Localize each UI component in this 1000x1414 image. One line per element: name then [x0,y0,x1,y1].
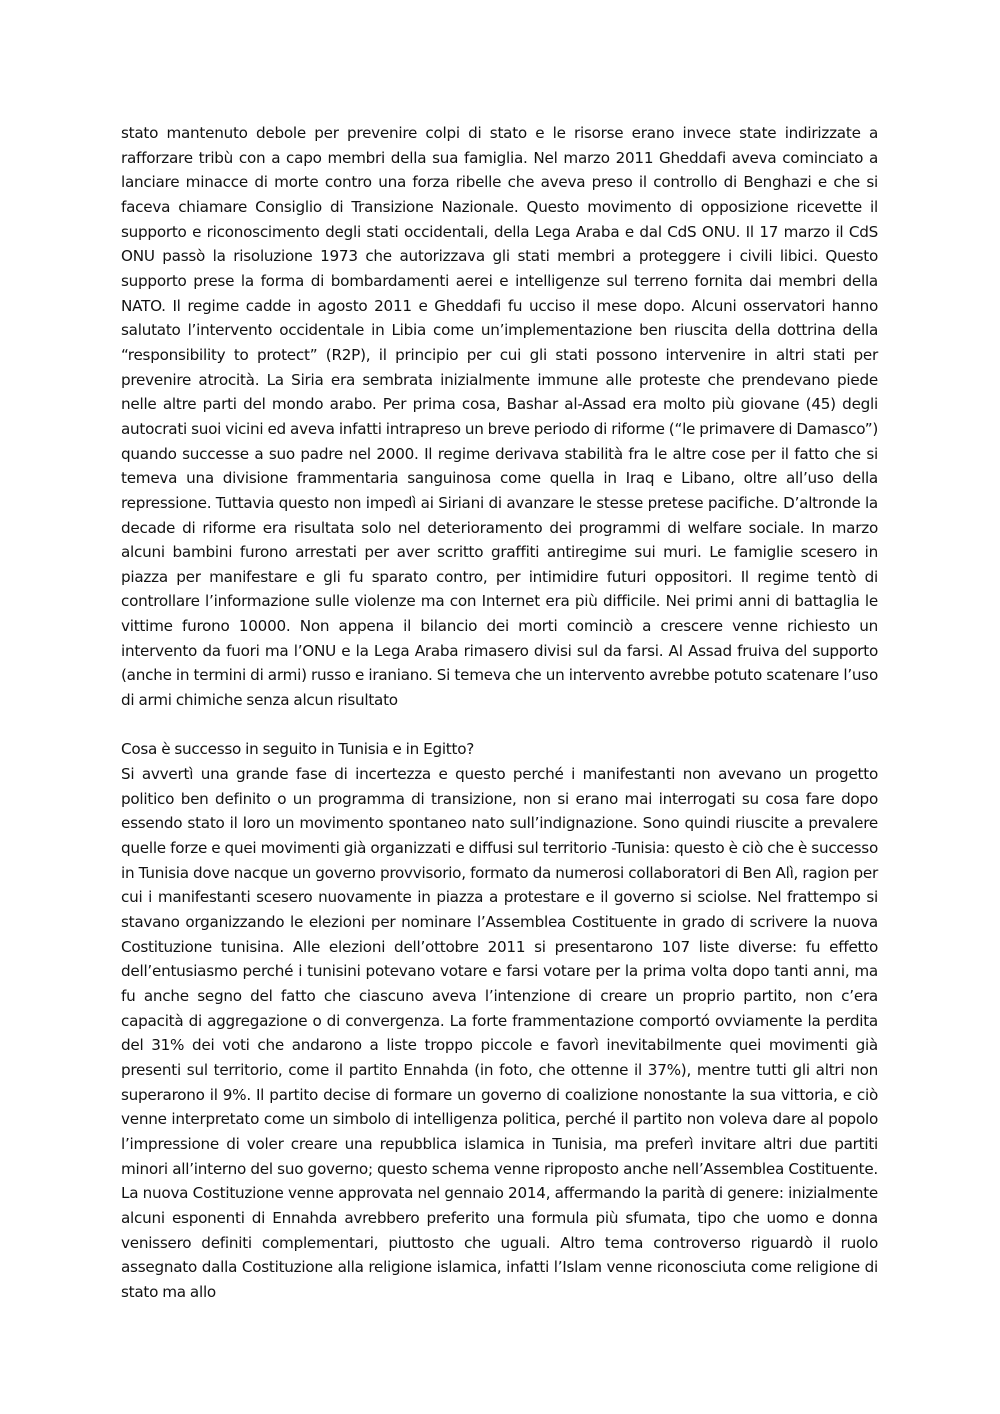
body-paragraph-1: stato mantenuto debole per prevenire colpi di stato e le risorse erano invece state indirizzate a rafforzare tribù con a capo membri della sua famiglia. Nel marzo 2011 Gheddafi aveva cominciato a lanciare minacce di morte contro una forza ribelle che aveva preso il controllo di Benghazi e che si faceva chiamare Consiglio di Transizione Nazionale. Questo movimento di opposizione ricevette il supporto e riconoscimento degli stati occidentali, della Lega Araba e dal CdS ONU. Il 17 marzo il CdS ONU passò la risoluzione 1973 che autorizzava gli stati membri a proteggere i civili libici. Questo supporto prese la forma di bombardamenti aerei e intelligenze sul terreno fornita dai membri della NATO. Il regime cadde in agosto 2011 e Gheddafi fu ucciso il mese dopo. Alcuni osservatori hanno salutato l’intervento occidentale in Libia come un’implementazione ben riuscita della dottrina della “responsibility to protect” (R2P), il principio per cui gli stati possono intervenire in altri stati per prevenire atrocità. La Siria era sembrata inizialmente immune alle proteste che prendevano piede nelle altre parti del mondo arabo. Per prima cosa, Bashar al-Assad era molto più giovane (45) degli autocrati suoi vicini ed aveva infatti intrapreso un breve periodo di riforme (“le primavere di Damasco”) quando successe a suo padre nel 2000. Il regime derivava stabilità fra le altre cose per il fatto che si temeva una divisione frammentaria sanguinosa come quella in Iraq e Libano, oltre all’uso della repressione. Tuttavia questo non impedì ai Siriani di avanzare le stesse pretese pacifiche. D’altronde la decade di riforme era risultata solo nel deterioramento dei programmi di welfare sociale. In marzo alcuni bambini furono arrestati per aver scritto graffiti antiregime sui muri. Le famiglie scesero in piazza per manifestare e gli fu sparato contro, per intimidire futuri oppositori. Il regime tentò di controllare l’informazione sulle violenze ma con Internet era più difficile. Nei primi anni di battaglia le vittime furono 10000. Non appena il bilancio dei morti cominciò a crescere venne richiesto un intervento da fuori ma l’ONU e la Lega Araba rimasero divisi sul da farsi. Al Assad fruiva del supporto (anche in termini di armi) russo e iraniano. Si temeva che un intervento avrebbe potuto scatenare l’uso di armi chimiche senza alcun risultato [121,124,878,710]
document-page [121,121,878,1304]
body-paragraph-2: Si avvertì una grande fase di incertezza e questo perché i manifestanti non avevano un progetto politico ben definito o un programma di transizione, non si erano mai interrogati su cosa fare dopo essendo stato il loro un movimento spontaneo nato sull’indignazione. Sono quindi riuscite a prevalere quelle forze e quei movimenti già organizzati e diffusi sul territorio -Tunisia: questo è ciò che è successo in Tunisia dove nacque un governo provvisorio, formato da numerosi collaboratori di Ben Alì, ragion per cui i manifestanti scesero nuovamente in piazza a protestare e il governo si sciolse. Nel frattempo si stavano organizzando le elezioni per nominare l’Assemblea Costituente in grado di scrivere la nuova Costituzione tunisina. Alle elezioni dell’ottobre 2011 si presentarono 107 liste diverse: fu effetto dell’entusiasmo perché i tunisini potevano votare e farsi votare per la prima volta dopo tanti anni, ma fu anche segno del fatto che ciascuno aveva l’intenzione di creare un proprio partito, non c’era capacità di aggregazione o di convergenza. La forte frammentazione comportó ovviamente la perdita del 31% dei voti che andarono a liste troppo piccole e favorì inevitabilmente quei movimenti già presenti sul territorio, come il partito Ennahda (in foto, che ottenne il 37%), mentre tutti gli altri non superarono il 9%. Il partito decise di formare un governo di coalizione nonostante la sua vittoria, e ciò venne interpretato come un simbolo di intelligenza politica, perché il partito non voleva dare al popolo l’impressione di voler creare una repubblica islamica in Tunisia, ma preferì invitare altri due partiti minori all’interno del suo governo; questo schema venne riproposto anche nell’Assemblea Costituente. La nuova Costituzione venne approvata nel gennaio 2014, affermando la parità di genere: inizialmente alcuni esponenti di Ennahda avrebbero preferito una formula più sfumata, tipo che uomo e donna venissero definiti complementari, piuttosto che uguali. Altro tema controverso riguardò il ruolo assegnato dalla Costituzione alla religione islamica, infatti l’Islam venne riconosciuta come religione di stato ma allo [121,765,878,1301]
section-question-heading: Cosa è successo in seguito in Tunisia e in Egitto? [121,740,475,759]
